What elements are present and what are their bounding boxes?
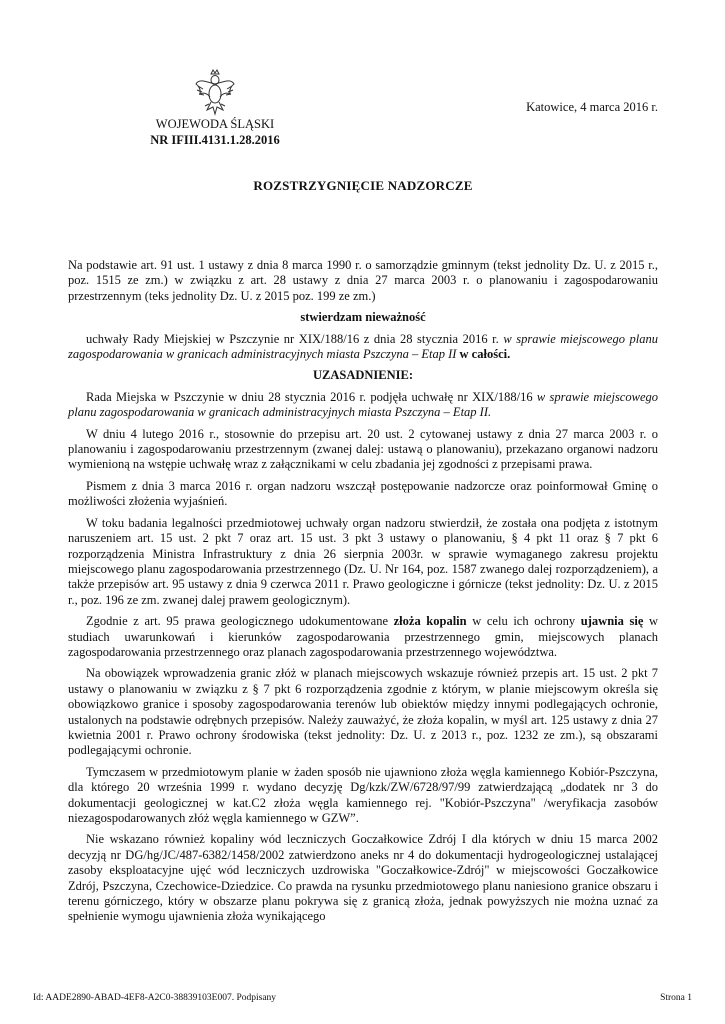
issuer-block <box>130 116 300 148</box>
justification-paragraph-8: Nie wskazano również kopaliny wód leczniczych Goczałkowice Zdrój I dla których w dniu 15 marca 2002 decyzją nr DG/hg/JC/487-6382/1458/2002 zatwierdzono aneks nr 4 do dokumentacji hydrogeologicznej ustalającej zasoby eksploatacyjne ujęć wód leczniczych uzdrowiska "Goczałkowice-Zdrój" w miejscowości Goczałkowice Zdrój, Pszczyna, Czechowice-Dziedzice. Co prawda na rysunku przedmiotowego planu naniesiono granice obszaru i terenu górniczego, który w obszarze planu pokrywa się z granicą złoża, jednak powyższych nie można uznać za spełnienie wymogu ujawnienia złoża wynikającego <box>68 832 658 924</box>
justification-paragraph-3: Pismem z dnia 3 marca 2016 r. organ nadzoru wszczął postępowanie nadzorcze oraz poinformował Gminę o możliwości złożenia wyjaśnień. <box>68 478 658 509</box>
decision-heading: stwierdzam nieważność <box>300 310 426 325</box>
bold-term-deposits: złoża kopalin <box>393 614 467 629</box>
document-id: Id: AADE2890-ABAD-4EF8-A2C0-38839103E007. Podpisany <box>33 993 277 1003</box>
decision-scope: w całości. <box>456 347 511 362</box>
text-part: w studiach uwarunkowań i kierunków zagospodarowania przestrzennego gmin, miejscowych planach zagospodarowania przestrzennego oraz planach zagospodarowania przestrzennego województwa. <box>68 614 659 659</box>
justification-text: Rada Miejska w Pszczynie w dniu 28 stycznia 2016 r. podjęła uchwałę nr XIX/188/16 <box>86 389 537 404</box>
eagle-emblem-icon <box>193 68 237 118</box>
decision-subject: w sprawie miejscowego planu zagospodarowania w granicach administracyjnych miasta Pszczyna – Etap II <box>68 331 659 362</box>
text-part: w celu ich ochrony <box>466 614 581 629</box>
decision-text: uchwały Rady Miejskiej w Pszczynie nr XIX/188/16 z dnia 28 stycznia 2016 r. <box>86 331 504 346</box>
page-number: Strona 1 <box>660 993 692 1003</box>
decision-paragraph <box>68 332 658 363</box>
document-body <box>68 258 658 931</box>
text-part: Zgodnie z art. 95 prawa geologicznego udokumentowane <box>86 614 394 629</box>
reference-number: NR IFIII.4131.1.28.2016 <box>150 133 280 147</box>
document-title: ROZSTRZYGNIĘCIE NADZORCZE <box>253 178 473 193</box>
justification-paragraph-1 <box>68 390 658 421</box>
authority-name: WOJEWODA ŚLĄSKI <box>155 117 275 131</box>
justification-subject: w sprawie miejscowego planu zagospodarowania w granicach administracyjnych miasta Pszczyna – Etap II. <box>68 389 658 420</box>
justification-paragraph-2: W dniu 4 lutego 2016 r., stosownie do przepisu art. 20 ust. 2 cytowanej ustawy z dnia 27 marca 2003 r. o planowaniu i zagospodarowaniu przestrzennym (zwanej dalej: ustawą o planowaniu), przekazano organowi nadzoru wymienioną na wstępie uchwałę wraz z załącznikami w celu zbadania jej zgodności z przepisami prawa. <box>68 426 658 472</box>
justification-paragraph-7: Tymczasem w przedmiotowym planie w żaden sposób nie ujawniono złoża węgla kamiennego Kobiór-Pszczyna, dla którego 20 września 1999 r. wydano decyzję Dg/kzk/ZW/6728/97/99 zatwierdzającą „dodatek nr 3 do dokumentacji geologicznej w kat.C2 złoża węgla kamiennego rej. "Kobiór-Pszczyna" /weryfikacja zasobów niezagospodarowanych złóż węgla kamiennego w GZW”. <box>68 764 658 825</box>
bold-term-disclosed: ujawnia się <box>580 614 644 629</box>
legal-basis-paragraph: Na podstawie art. 91 ust. 1 ustawy z dnia 8 marca 1990 r. o samorządzie gminnym (tekst jednolity Dz. U. z 2015 r., poz. 1515 ze zm.) w związku z art. 28 ustawy z dnia 27 marca 2003 r. o planowaniu i zagospodarowaniu przestrzennym (teks jednolity Dz. U. z 2015 poz. 199 ze zm.) <box>68 258 658 303</box>
justification-paragraph-4: W toku badania legalności przedmiotowej uchwały organ nadzoru stwierdził, że została ona podjęta z istotnym naruszeniem art. 15 ust. 2 pkt 7 oraz art. 15 ust. 3 pkt 3 ustawy o planowaniu, § 4 pkt 11 oraz § 7 pkt 6 rozporządzenia Ministra Infrastruktury z dnia 26 sierpnia 2003r. w sprawie wymaganego zakresu projektu miejscowego planu zagospodarowania przestrzennego (Dz. U. Nr 164, poz. 1587 zwanego dalej rozporządzeniem), a także przepisów art. 95 ustawy z dnia 9 czerwca 2011 r. Prawo geologiczne i górnicze (tekst jednolity: Dz. U. z 2015 r., poz. 196 ze zm. zwanej dalej prawem geologicznym). <box>68 515 658 607</box>
justification-heading: UZASADNIENIE: <box>312 368 414 383</box>
justification-paragraph-5 <box>68 614 658 660</box>
place-date: Katowice, 4 marca 2016 r. <box>526 100 658 114</box>
justification-paragraph-6: Na obowiązek wprowadzenia granic złóż w planach miejscowych wskazuje również przepis art. 15 ust. 2 pkt 7 ustawy o planowaniu w związku z § 7 pkt 6 rozporządzenia zgodnie z którym, w planie miejscowym określa się obowiązkowo granice i sposoby zagospodarowania terenów lub obiektów między innymi podlegających ochronie, ustalonych na podstawie odrębnych przepisów. Należy zauważyć, że złoża kopalin, w myśl art. 125 ustawy z dnia 27 kwietnia 2001 r. Prawo ochrony środowiska (tekst jednolity: Dz. U. z 2013 r., poz. 1232 ze zm.), są obszarami podlegającymi ochronie. <box>68 666 658 758</box>
